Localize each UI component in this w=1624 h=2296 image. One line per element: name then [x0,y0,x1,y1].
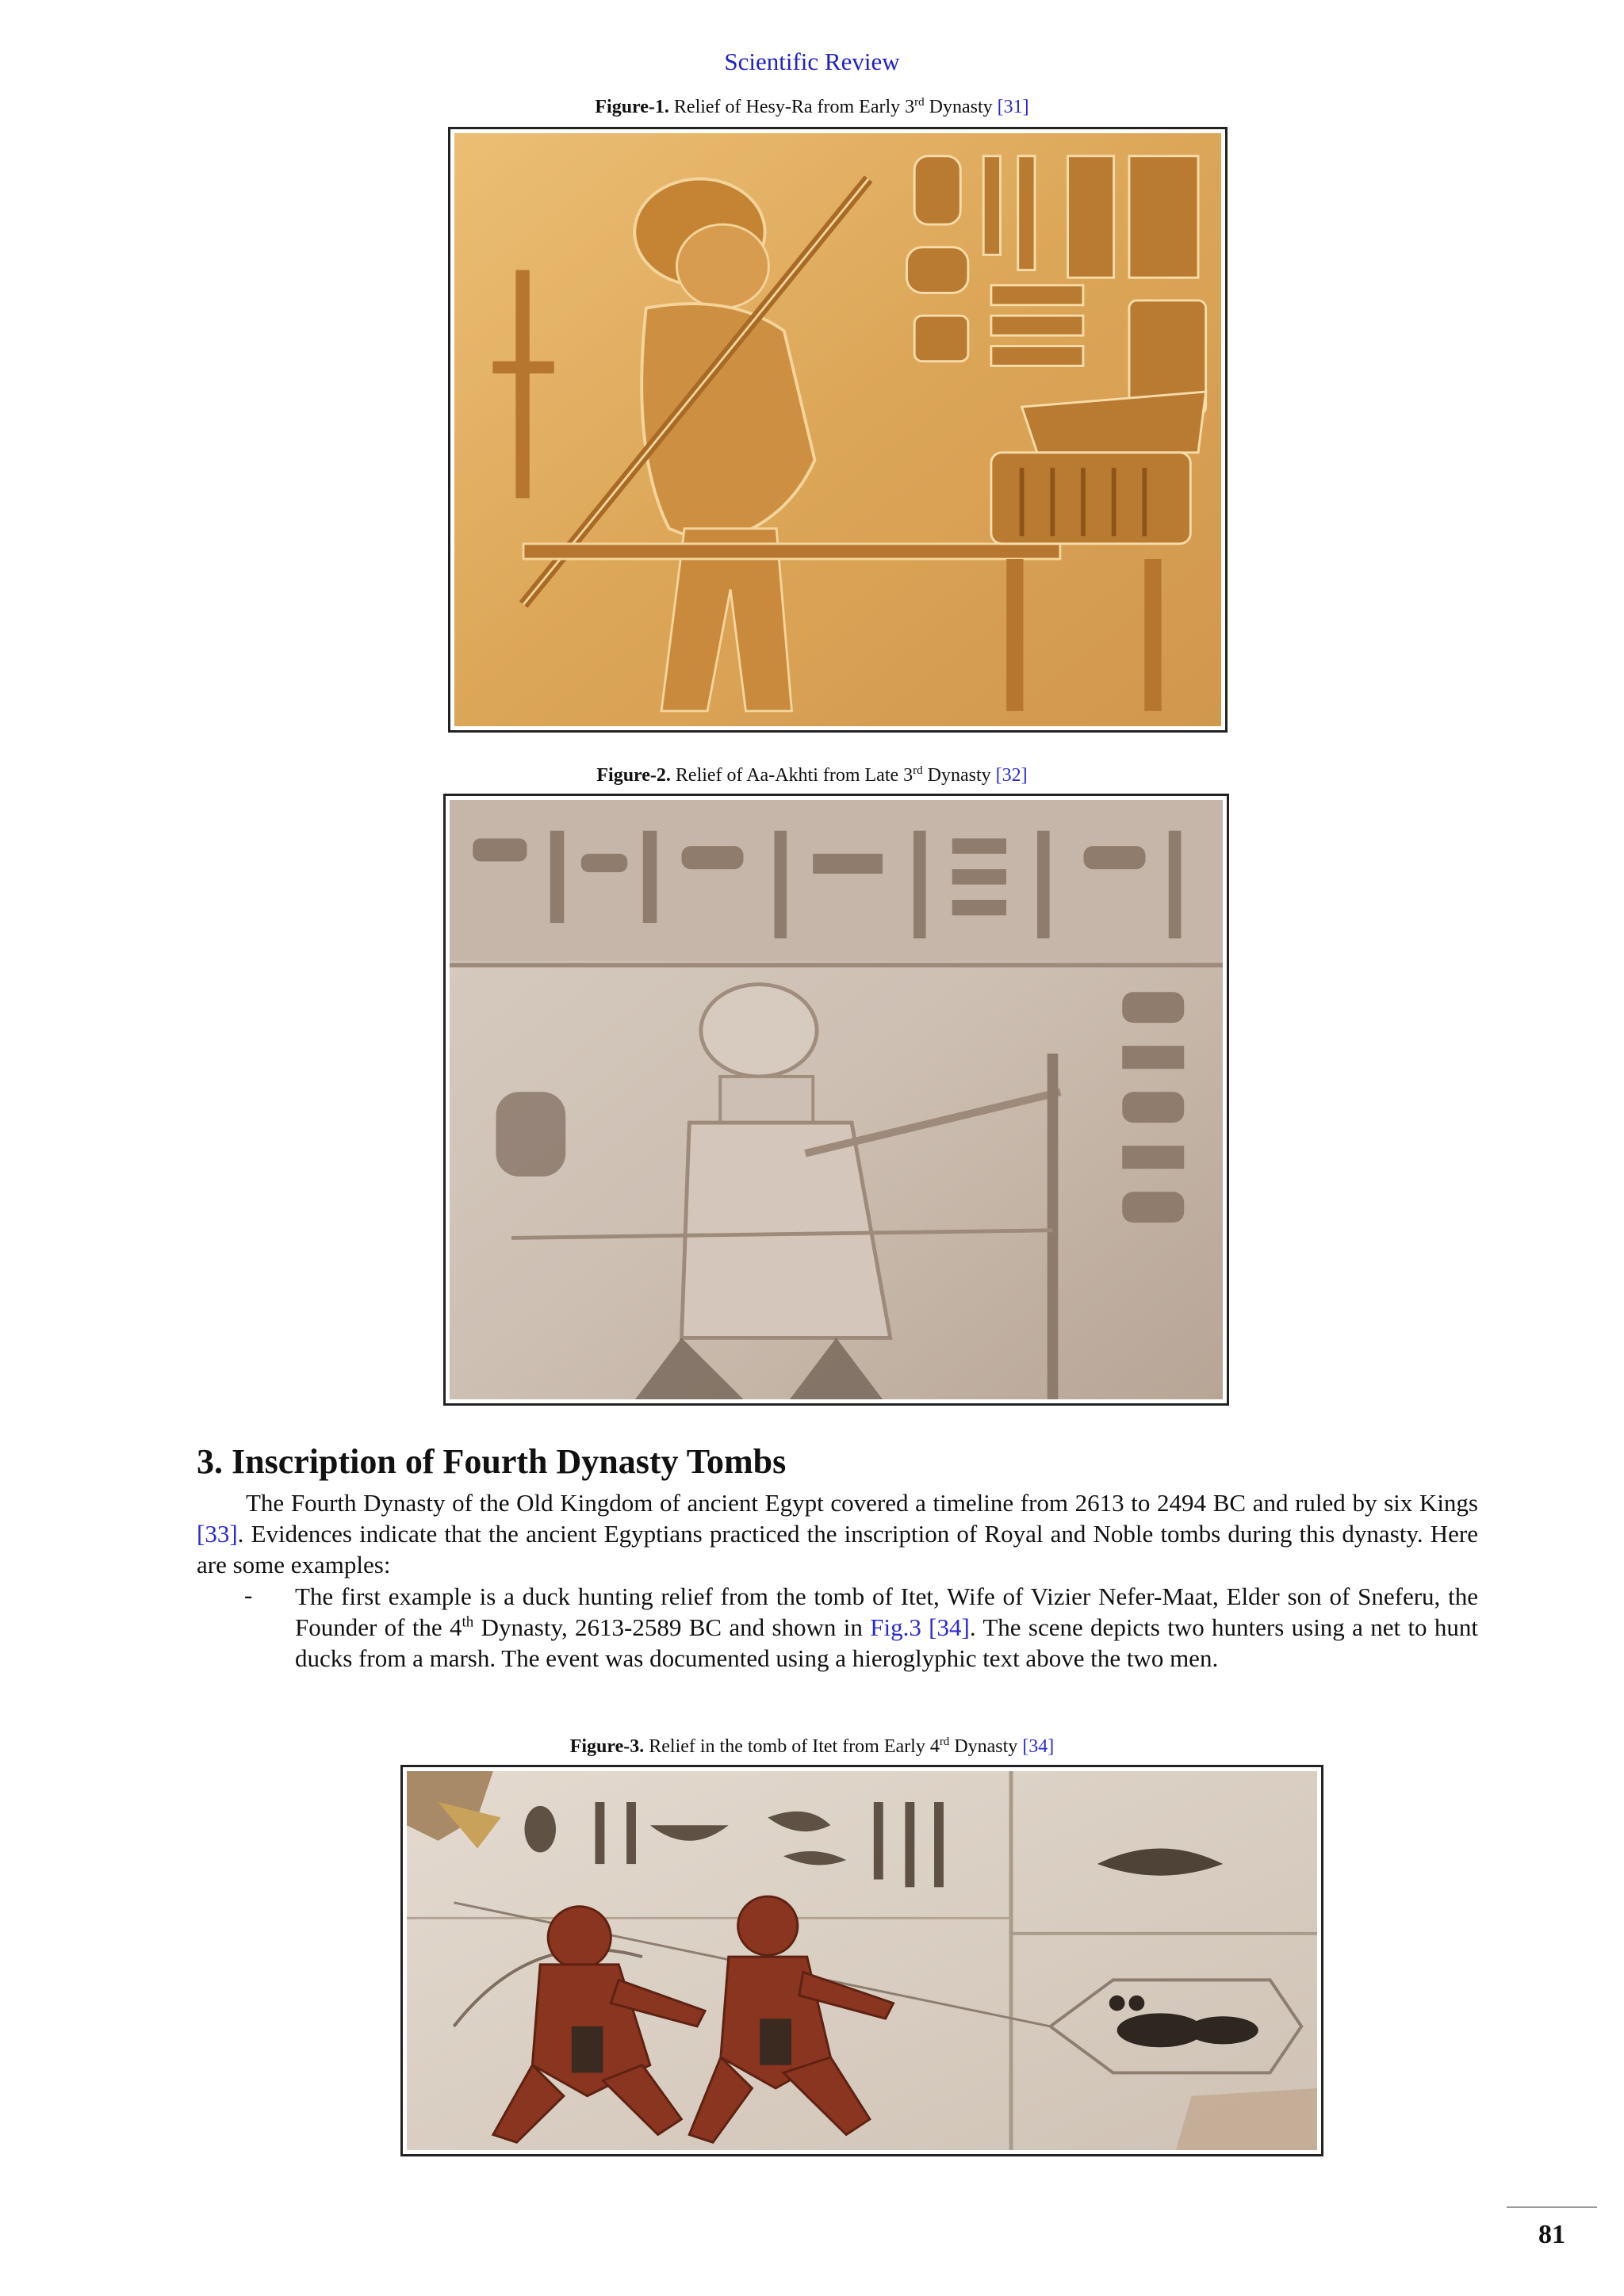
figure-2-ref-link[interactable]: [32] [995,765,1028,786]
page-number-rule [1507,2206,1597,2208]
bullet-item [295,1581,1478,1674]
figure-2-image [443,794,1229,1406]
figure-3-caption-sup: rd [939,1735,950,1748]
ref-33-link[interactable]: [33] [197,1520,238,1548]
bullet-text-end: . The scene depicts two hunters using a net to hunt ducks from a marsh. The event was documented using a hieroglyphic text above the two men. [295,1613,1479,1672]
figure-2-label: Figure-2. [596,765,671,786]
paragraph-text-continued: . Evidences indicate that the ancient Egyptians practiced the inscription of Royal and Noble tombs during this dynasty. Here are some examples: [197,1520,1478,1578]
figure-3-caption-tail: Dynasty [949,1736,1023,1757]
figure-1-label: Figure-1. [595,97,669,117]
figure-3-caption [0,1736,1624,1758]
figure-3-caption-text: Relief in the tomb of Itet from Early 4 [644,1736,940,1757]
figure-3-ref-link[interactable]: [34] [1022,1736,1055,1757]
ref-34-link[interactable]: [34] [929,1613,970,1641]
figure-1-ref-link[interactable]: [31] [997,97,1029,117]
figure-2-caption [0,765,1624,786]
section-heading: 3. Inscription of Fourth Dynasty Tombs [197,1442,787,1481]
paragraph-text: The Fourth Dynasty of the Old Kingdom of ancient Egypt covered a timeline from 2613 to 2494 BC and ruled by six Kings [246,1489,1478,1517]
bullet-dash: - [244,1581,253,1609]
figure-1-caption-sup: rd [914,96,925,109]
figure-2-caption-sup: rd [913,764,923,777]
hesy-ra-relief-illustration [454,133,1221,726]
figure-3-label: Figure-3. [569,1736,645,1757]
figure-1-caption-tail: Dynasty [924,97,998,117]
bullet-text: The first example is a duck hunting relief from the tomb of Itet, Wife of Vizier Nefer-Maat, Elder son of Sneferu, the Founder of the 4 [295,1582,1478,1641]
bullet-text-mid: Dynasty, 2613-2589 BC and shown in [473,1613,871,1641]
figure-1-image [448,127,1228,733]
itet-duck-hunt-relief-illustration [407,1771,1317,2150]
figure-1-caption-text: Relief of Hesy-Ra from Early 3 [668,97,915,117]
aa-akhti-relief-illustration [450,800,1223,1399]
page-number: 81 [1538,2220,1565,2249]
section-paragraph [197,1487,1478,1580]
journal-header: Scientific Review [724,48,900,75]
figure-2-caption-tail: Dynasty [922,765,996,786]
figure-3-image [400,1765,1323,2156]
figure-2-caption-text: Relief of Aa-Akhti from Late 3 [670,765,914,786]
figure-1-caption [0,97,1624,118]
fig-3-link[interactable]: Fig.3 [870,1613,921,1641]
bullet-sup: th [462,1613,474,1631]
